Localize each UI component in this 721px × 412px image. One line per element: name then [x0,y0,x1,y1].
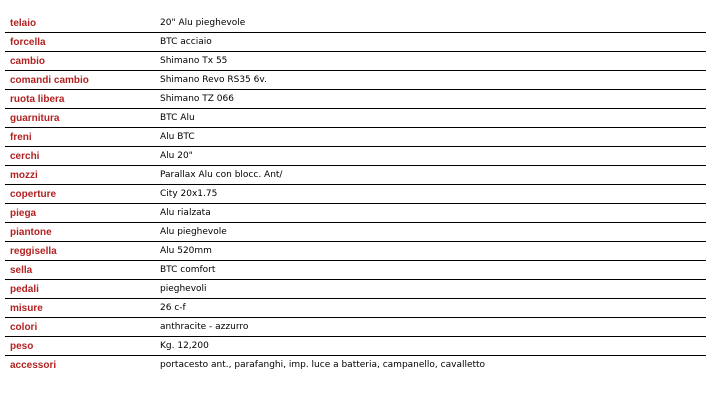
spec-label: guarnitura [5,109,155,128]
spec-value: Parallax Alu con blocc. Ant/ [155,166,706,185]
spec-row-misure [5,299,706,318]
spec-row-ruota-libera [5,90,706,109]
spec-row-coperture [5,185,706,204]
spec-value: Alu 20" [155,147,706,166]
spec-value: BTC comfort [155,261,706,280]
spec-value: BTC Alu [155,109,706,128]
spec-table [5,14,706,374]
spec-value: Shimano Revo RS35 6v. [155,71,706,90]
spec-row-sella [5,261,706,280]
spec-row-telaio [5,14,706,33]
spec-label: forcella [5,33,155,52]
spec-row-cerchi [5,147,706,166]
spec-row-accessori [5,356,706,375]
spec-label: piega [5,204,155,223]
spec-label: coperture [5,185,155,204]
spec-value: pieghevoli [155,280,706,299]
spec-label: cerchi [5,147,155,166]
spec-label: pedali [5,280,155,299]
spec-value: Kg. 12,200 [155,337,706,356]
spec-value: Alu BTC [155,128,706,147]
spec-value: Shimano Tx 55 [155,52,706,71]
spec-value: 26 c-f [155,299,706,318]
spec-value: Alu pieghevole [155,223,706,242]
spec-row-reggisella [5,242,706,261]
spec-row-guarnitura [5,109,706,128]
spec-label: misure [5,299,155,318]
spec-label: piantone [5,223,155,242]
spec-label: cambio [5,52,155,71]
spec-row-cambio [5,52,706,71]
spec-label: freni [5,128,155,147]
spec-row-piega [5,204,706,223]
spec-row-piantone [5,223,706,242]
spec-label: peso [5,337,155,356]
spec-value: Alu 520mm [155,242,706,261]
spec-label: telaio [5,14,155,33]
spec-value: Shimano TZ 066 [155,90,706,109]
spec-row-forcella [5,33,706,52]
spec-label: comandi cambio [5,71,155,90]
spec-label: sella [5,261,155,280]
spec-label: accessori [10,359,57,371]
spec-value: 20" Alu pieghevole [155,14,706,33]
spec-label: reggisella [5,242,155,261]
spec-label: mozzi [5,166,155,185]
spec-row-peso [5,337,706,356]
spec-value: anthracite - azzurro [155,318,706,337]
spec-value: portacesto ant., parafanghi, imp. luce a batteria, campanello, cavalletto [160,360,486,370]
spec-row-freni [5,128,706,147]
spec-label: ruota libera [5,90,155,109]
spec-value: BTC acciaio [155,33,706,52]
spec-row-pedali [5,280,706,299]
spec-value: City 20x1.75 [155,185,706,204]
spec-row-colori [5,318,706,337]
spec-value: Alu rialzata [155,204,706,223]
spec-row-comandi-cambio [5,71,706,90]
spec-label: colori [5,318,155,337]
spec-row-mozzi [5,166,706,185]
